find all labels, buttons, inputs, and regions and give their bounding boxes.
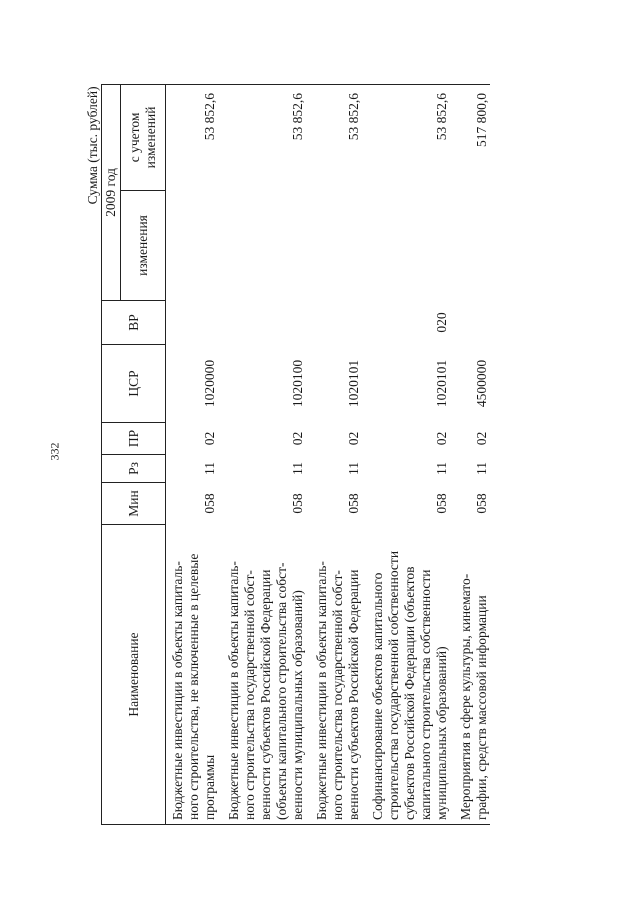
row-with-changes: 53 852,6	[226, 84, 306, 190]
row-pr: 02	[474, 431, 489, 446]
header-changes: изменения	[121, 191, 166, 301]
row-min: 058	[474, 493, 489, 514]
row-with-changes: 53 852,6	[166, 84, 219, 190]
row-vr	[166, 301, 219, 345]
row-vr: 020	[434, 312, 449, 333]
row-changes	[226, 191, 306, 301]
header-pr: ПР	[102, 423, 166, 455]
row-min: 058	[346, 493, 361, 514]
row-csr: 1020101	[346, 359, 361, 408]
row-min: 058	[434, 493, 449, 514]
row-min: 058	[290, 493, 305, 514]
header-with-changes: с учетом изменений	[121, 84, 166, 190]
table-row	[166, 84, 219, 824]
row-vr	[226, 301, 306, 345]
rotated-page	[85, 85, 640, 820]
row-csr: 1020101	[434, 359, 449, 408]
row-vr	[458, 301, 490, 345]
row-pr: 02	[346, 431, 361, 446]
row-changes	[370, 191, 450, 301]
table-row	[226, 84, 306, 824]
budget-sheet	[85, 85, 605, 825]
row-changes	[458, 191, 490, 301]
row-csr: 4500000	[474, 359, 489, 408]
row-name: Бюджетные инвестиции в объекты капиталь- ного строительства государственной собст- венности субъектов Российской Федерации (объекты капитального строительства собст- венности муниципальных образований)	[226, 525, 306, 825]
row-rz: 11	[434, 462, 449, 475]
row-rz: 11	[202, 462, 217, 475]
header-name: Наименование	[102, 525, 166, 825]
header-csr: ЦСР	[102, 345, 166, 423]
header-year: 2009 год	[102, 84, 121, 300]
row-vr	[314, 301, 362, 345]
table-row	[314, 84, 362, 824]
row-rz: 11	[346, 462, 361, 475]
row-csr: 1020000	[202, 359, 217, 408]
row-name: Бюджетные инвестиции в объекты капиталь- ного строительства государственной собст- венности субъектов Российской Федерации	[314, 525, 362, 825]
row-pr: 02	[202, 431, 217, 446]
budget-table	[85, 84, 490, 825]
row-with-changes: 53 852,6	[370, 84, 450, 190]
header-rz: Рз	[102, 455, 166, 483]
row-with-changes: 53 852,6	[314, 84, 362, 190]
header-min: Мин	[102, 483, 166, 525]
row-changes	[314, 191, 362, 301]
table-caption: Сумма (тыс. рублей)	[85, 86, 100, 205]
row-pr: 02	[434, 431, 449, 446]
row-changes	[166, 191, 219, 301]
row-with-changes: 517 800,0	[458, 84, 490, 190]
row-min: 058	[202, 493, 217, 514]
table-row	[458, 84, 490, 824]
header-vr: ВР	[102, 301, 166, 345]
row-rz: 11	[290, 462, 305, 475]
table-row	[370, 84, 450, 824]
row-rz: 11	[474, 462, 489, 475]
row-name: Мероприятия в сфере культуры, кинемато- графии, средств массовой информации	[458, 525, 490, 825]
page-number: 332	[47, 442, 62, 461]
row-pr: 02	[290, 431, 305, 446]
row-name: Софинансирование объектов капитального строительства государственной собственности субъектов Российской Федерации (объектов капитального строительства собственности муниципальных образований)	[370, 525, 450, 825]
row-name: Бюджетные инвестиции в объекты капиталь- ного строительства, не включенные в целевые программы	[166, 525, 219, 825]
row-csr: 1020100	[290, 359, 305, 408]
